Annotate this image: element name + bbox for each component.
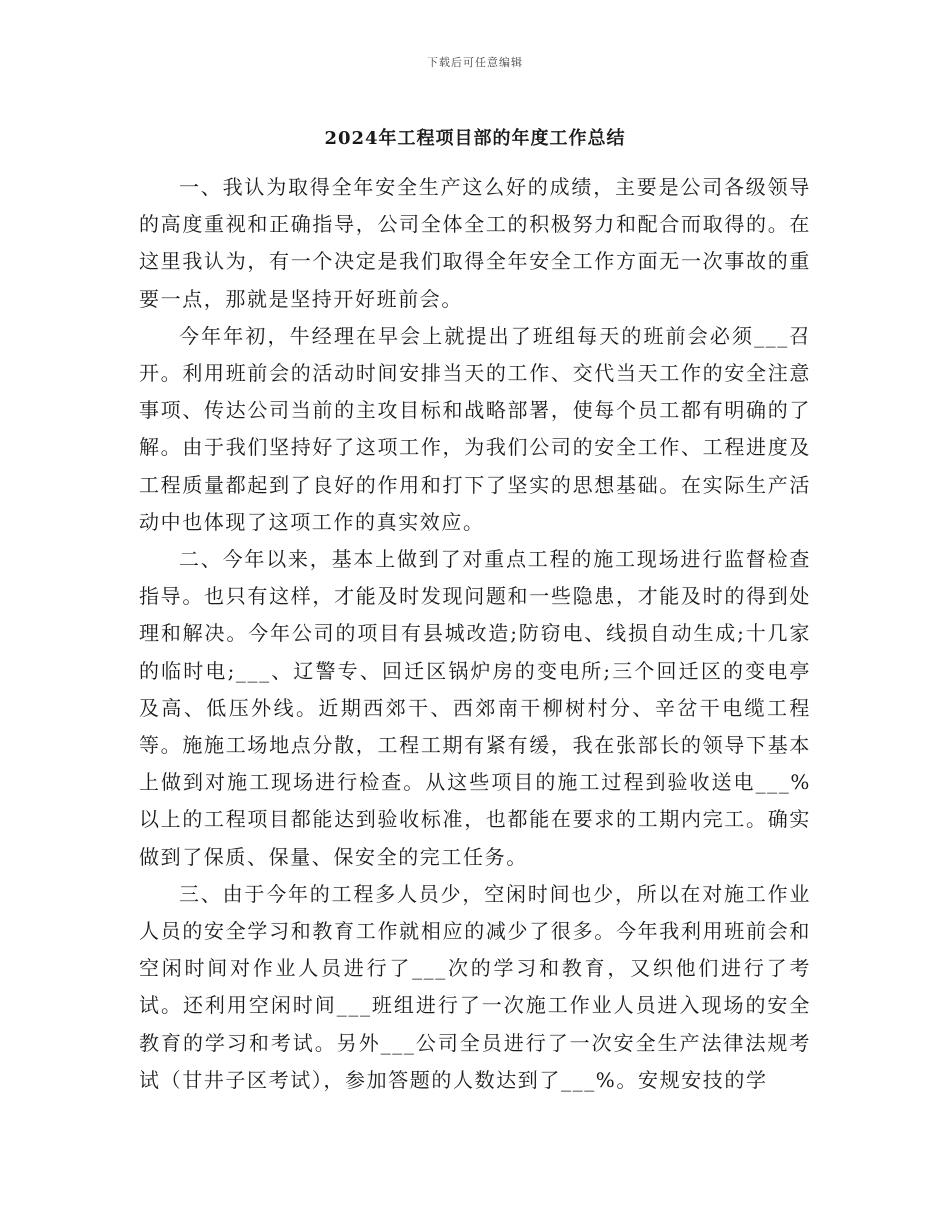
document-body — [139, 169, 811, 1099]
paragraph-1: 一、我认为取得全年安全生产这么好的成绩，主要是公司各级领导的高度重视和正确指导，公司全体全工的积极努力和配合而取得的。在这里我认为，有一个决定是我们取得全年安全工作方面无一次事故的重要一点，那就是坚持开好班前会。 — [139, 175, 811, 311]
paragraph-2: 今年年初，牛经理在早会上就提出了班组每天的班前会必须___召开。利用班前会的活动时间安排当天的工作、交代当天工作的安全注意事项、传达公司当前的主攻目标和战略部署，使每个员工都有明确的了解。由于我们坚持好了这项工作，为我们公司的安全工作、工程进度及工程质量都起到了良好的作用和打下了坚实的思想基础。在实际生产活动中也体现了这项工作的真实效应。 — [139, 323, 811, 534]
document-title: 2024年工程项目部的年度工作总结 — [324, 128, 626, 149]
paragraph-4: 三、由于今年的工程多人员少，空闲时间也少，所以在对施工作业人员的安全学习和教育工作就相应的减少了很多。今年我利用班前会和空闲时间对作业人员进行了___次的学习和教育，又织他们进行了考试。还利用空闲时间___班组进行了一次施工作业人员进入现场的安全教育的学习和考试。另外___公司全员进行了一次安全生产法律法规考试（甘井子区考试），参加答题的人数达到了___%。安规安技的学 — [139, 881, 811, 1092]
page-header-note: 下载后可任意编辑 — [427, 56, 523, 69]
paragraph-3: 二、今年以来，基本上做到了对重点工程的施工现场进行监督检查指导。也只有这样，才能及时发现问题和一些隐患，才能及时的得到处理和解决。今年公司的项目有县城改造;防窃电、线损自动生成;十几家的临时电;___、辽警专、回迁区锅炉房的变电所;三个回迁区的变电亭及高、低压外线。近期西郊干、西郊南干柳树村分、辛岔干电缆工程等。施施工场地点分散，工程工期有紧有缓，我在张部长的领导下基本上做到对施工现场进行检查。从这些项目的施工过程到验收送电___%以上的工程项目都能达到验收标准，也都能在要求的工期内完工。确实做到了保质、保量、保安全的完工任务。 — [139, 547, 811, 869]
